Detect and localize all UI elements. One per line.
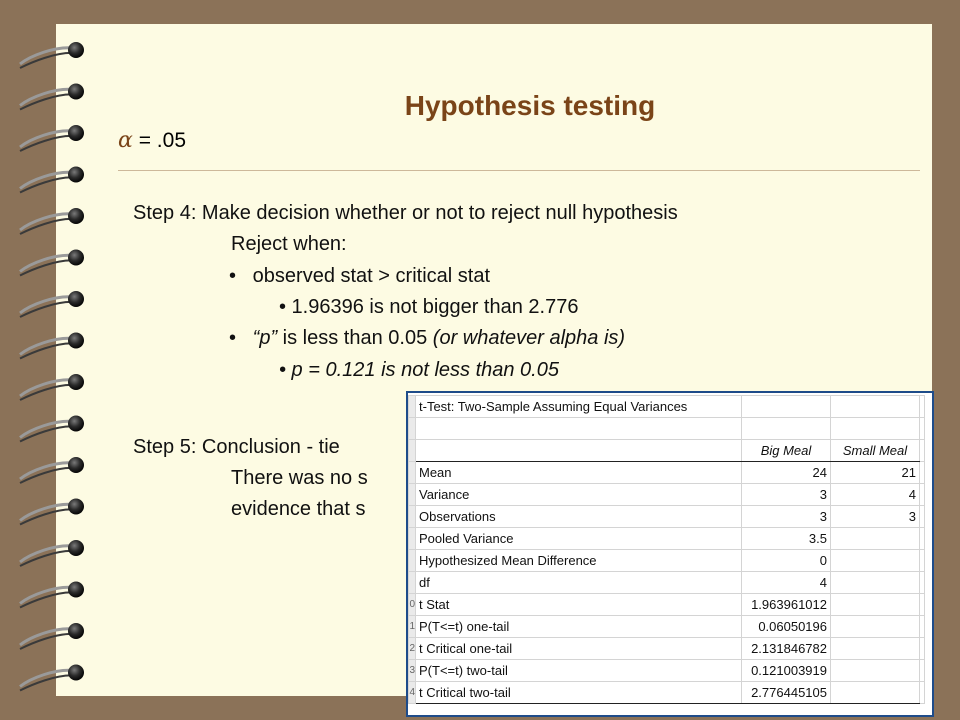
small-meal-value <box>831 572 920 594</box>
row-label: Observations <box>416 506 742 528</box>
row-label: P(T<=t) two-tail <box>416 660 742 682</box>
step5-heading: Step 5: Conclusion - tie <box>133 436 340 458</box>
small-meal-value <box>831 550 920 572</box>
big-meal-value: 4 <box>742 572 831 594</box>
table-row <box>409 594 925 616</box>
bullet-observed-stat-text: observed stat > critical stat <box>252 265 490 287</box>
table-row <box>409 506 925 528</box>
row-number <box>409 462 416 484</box>
row-number: 1 <box>409 616 416 638</box>
small-meal-value <box>831 682 920 704</box>
table-row <box>409 616 925 638</box>
small-meal-value <box>831 660 920 682</box>
big-meal-value: 0 <box>742 550 831 572</box>
big-meal-value: 1.963961012 <box>742 594 831 616</box>
conclusion-line-1: There was no s <box>231 467 368 489</box>
row-label: t Stat <box>416 594 742 616</box>
p-rule-text: is less than 0.05 <box>277 327 433 349</box>
column-header-row <box>409 440 925 462</box>
alpha-text: = .05 <box>138 129 186 152</box>
sub-bullet-stat-comparison: • 1.96396 is not bigger than 2.776 <box>279 296 579 318</box>
empty-cell <box>920 594 925 616</box>
big-meal-value: 0.06050196 <box>742 616 831 638</box>
small-meal-value: 4 <box>831 484 920 506</box>
column-header-big-meal: Big Meal <box>742 440 831 462</box>
step4-heading: Step 4: Make decision whether or not to reject null hypothesis <box>133 202 678 224</box>
empty-cell <box>920 528 925 550</box>
empty-cell <box>920 616 925 638</box>
row-label: Mean <box>416 462 742 484</box>
title-divider <box>118 170 920 171</box>
alpha-note: (or whatever alpha is) <box>432 327 626 349</box>
small-meal-value: 3 <box>831 506 920 528</box>
row-number <box>409 506 416 528</box>
row-label: Variance <box>416 484 742 506</box>
table-title: t-Test: Two-Sample Assuming Equal Variances <box>416 396 742 418</box>
row-number <box>409 484 416 506</box>
table-row <box>409 682 925 704</box>
conclusion-line-2: evidence that s <box>231 498 366 520</box>
table-row <box>409 484 925 506</box>
empty-cell <box>920 550 925 572</box>
alpha-symbol: α <box>118 128 133 153</box>
alpha-value <box>118 128 186 153</box>
table-row <box>409 550 925 572</box>
empty-cell <box>920 638 925 660</box>
row-label: Hypothesized Mean Difference <box>416 550 742 572</box>
table-row <box>409 572 925 594</box>
small-meal-value <box>831 528 920 550</box>
table-row <box>409 528 925 550</box>
ttest-table <box>408 395 925 704</box>
empty-cell <box>920 462 925 484</box>
row-label: Pooled Variance <box>416 528 742 550</box>
small-meal-value <box>831 638 920 660</box>
small-meal-value <box>831 616 920 638</box>
empty-cell <box>920 572 925 594</box>
empty-cell <box>920 660 925 682</box>
big-meal-value: 2.776445105 <box>742 682 831 704</box>
empty-cell <box>920 682 925 704</box>
small-meal-value <box>831 594 920 616</box>
big-meal-value: 0.121003919 <box>742 660 831 682</box>
table-title-row <box>409 396 925 418</box>
table-row <box>409 660 925 682</box>
big-meal-value: 24 <box>742 462 831 484</box>
row-number <box>409 572 416 594</box>
row-number <box>409 528 416 550</box>
table-row <box>409 462 925 484</box>
slide-title: Hypothesis testing <box>404 90 656 121</box>
big-meal-value: 3 <box>742 484 831 506</box>
row-label: t Critical two-tail <box>416 682 742 704</box>
big-meal-value: 2.131846782 <box>742 638 831 660</box>
big-meal-value: 3.5 <box>742 528 831 550</box>
bullet-observed-stat: • observed stat > critical stat <box>229 265 490 287</box>
row-label: P(T<=t) one-tail <box>416 616 742 638</box>
small-meal-value: 21 <box>831 462 920 484</box>
reject-when-label: Reject when: <box>231 233 347 255</box>
bullet-p-value: • “p” is less than 0.05 (or whatever alpha is) <box>229 327 626 349</box>
row-label: t Critical one-tail <box>416 638 742 660</box>
empty-cell <box>920 484 925 506</box>
table-row <box>409 638 925 660</box>
big-meal-value: 3 <box>742 506 831 528</box>
column-header-small-meal: Small Meal <box>831 440 920 462</box>
row-number: 4 <box>409 682 416 704</box>
blank-row <box>409 418 925 440</box>
sub-bullet-p-comparison: • p = 0.121 is not less than 0.05 <box>279 359 559 381</box>
row-number <box>409 550 416 572</box>
row-number: 3 <box>409 660 416 682</box>
row-label: df <box>416 572 742 594</box>
row-number: 0 <box>409 594 416 616</box>
row-number: 2 <box>409 638 416 660</box>
p-quote: “p” <box>252 327 278 349</box>
empty-cell <box>920 506 925 528</box>
excel-ttest-output <box>406 391 934 717</box>
